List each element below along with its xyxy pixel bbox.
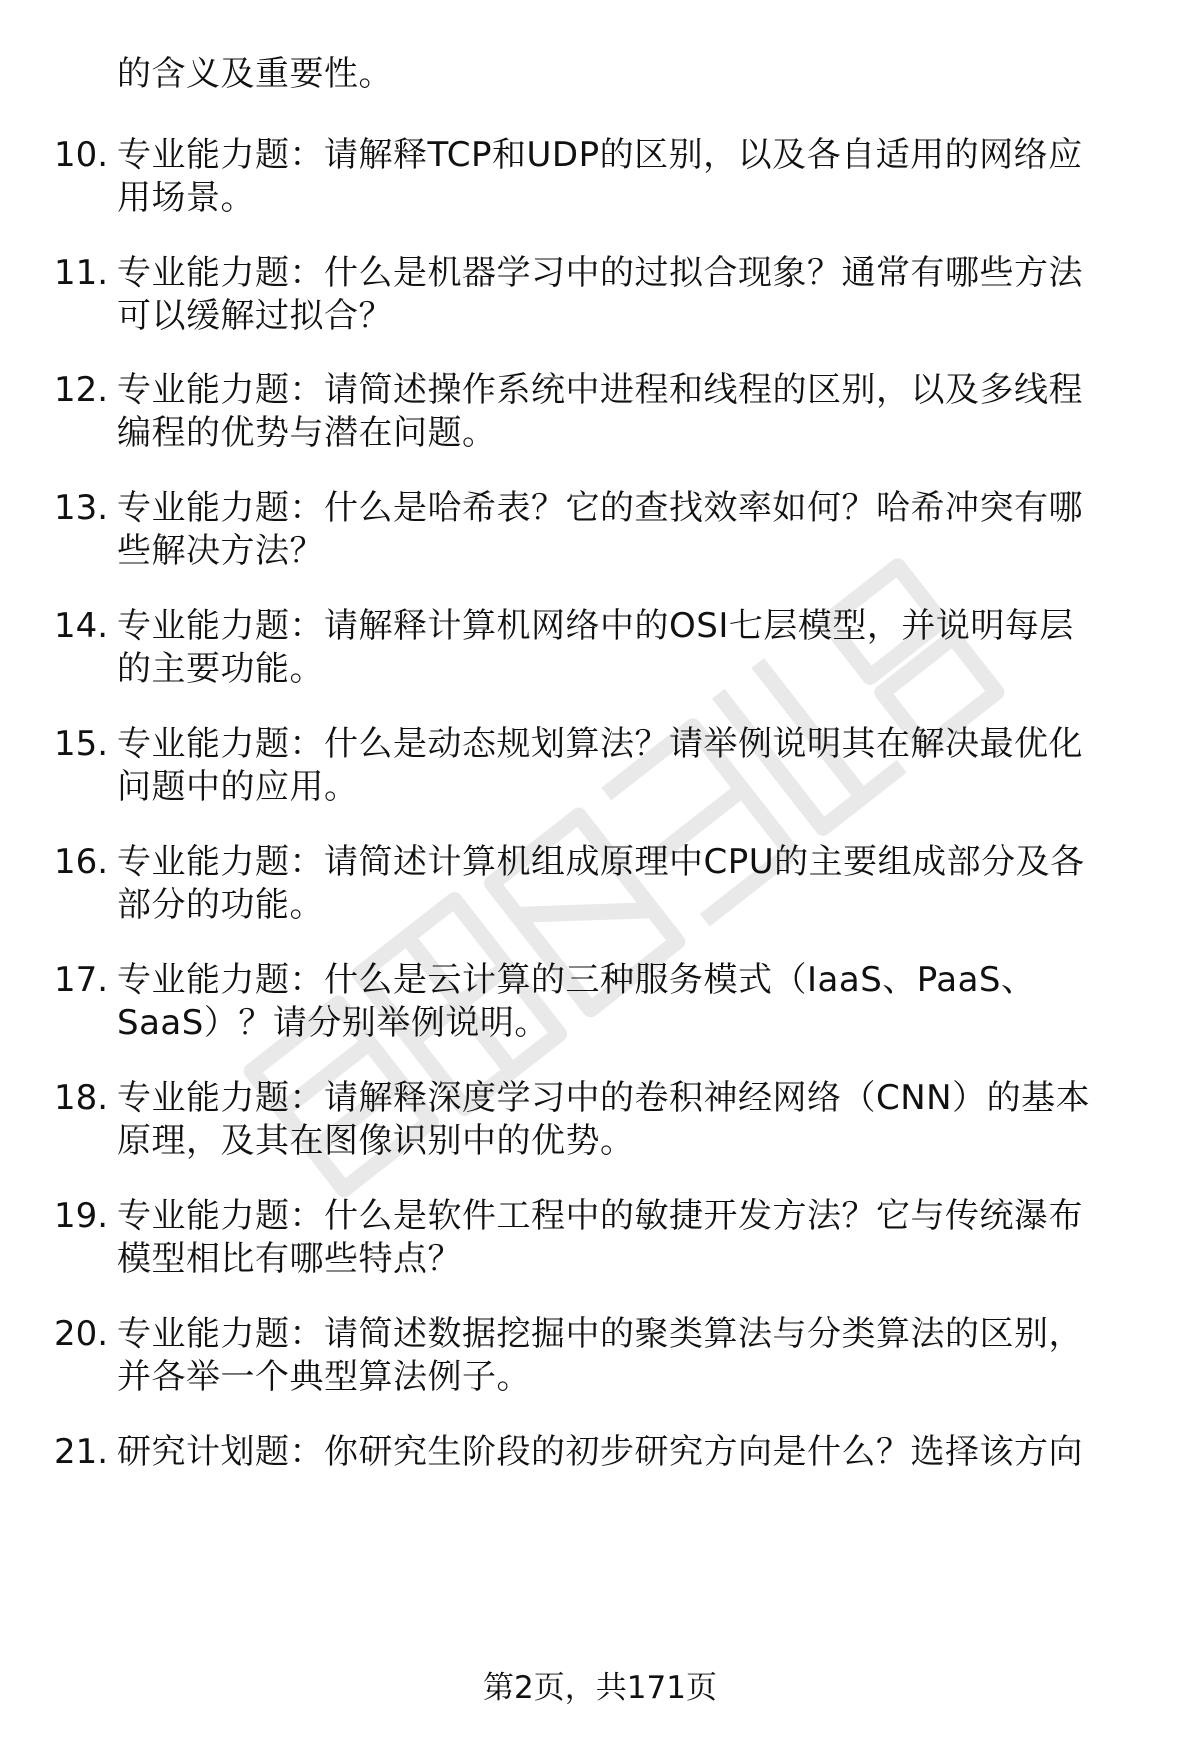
- item-text: 用场景。: [117, 178, 255, 218]
- item-text: 专业能力题：请解释深度学习中的卷积神经网络（CNN）的基本: [117, 1078, 1091, 1118]
- item-text: 专业能力题：什么是机器学习中的过拟合现象？通常有哪些方法: [117, 253, 1083, 293]
- item-text: 编程的优势与潜在问题。: [117, 413, 497, 453]
- item-text: 部分的功能。: [117, 885, 324, 925]
- item-number: 20.: [54, 1314, 109, 1354]
- item-text: 专业能力题：什么是软件工程中的敏捷开发方法？它与传统瀑布: [117, 1196, 1083, 1236]
- page-number: 第2页，共171页: [483, 1670, 717, 1706]
- item-number: 15.: [54, 724, 109, 764]
- item-text: 专业能力题：什么是哈希表？它的查找效率如何？哈希冲突有哪: [117, 488, 1083, 528]
- item-text: 专业能力题：请简述计算机组成原理中CPU的主要组成部分及各: [117, 842, 1085, 882]
- item-number: 17.: [54, 960, 109, 1000]
- item-number: 10.: [54, 135, 109, 175]
- item-number: 16.: [54, 842, 109, 882]
- item-text: 专业能力题：什么是云计算的三种服务模式（IaaS、PaaS、: [117, 960, 1036, 1000]
- item-number: 14.: [54, 606, 109, 646]
- item-number: 12.: [54, 370, 109, 410]
- item-number: 18.: [54, 1078, 109, 1118]
- item-text: 模型相比有哪些特点？: [117, 1239, 462, 1279]
- item-text: 的主要功能。: [117, 649, 324, 689]
- item-number: 13.: [54, 488, 109, 528]
- item-text: 可以缓解过拟合？: [117, 296, 393, 336]
- item-text: 专业能力题：什么是动态规划算法？请举例说明其在解决最优化: [117, 724, 1083, 764]
- item-text: 专业能力题：请简述操作系统中进程和线程的区别，以及多线程: [117, 370, 1083, 410]
- item-text: SaaS）？请分别举例说明。: [117, 1003, 549, 1043]
- item-text: 研究计划题：你研究生阶段的初步研究方向是什么？选择该方向: [117, 1432, 1083, 1472]
- item-text: 专业能力题：请简述数据挖掘中的聚类算法与分类算法的区别，: [117, 1314, 1083, 1354]
- item-text: 原理，及其在图像识别中的优势。: [117, 1121, 635, 1161]
- item-text: 并各举一个典型算法例子。: [117, 1357, 531, 1397]
- item-text: 些解决方法？: [117, 531, 324, 571]
- item-number: 19.: [54, 1196, 109, 1236]
- item-number: 11.: [54, 253, 109, 293]
- item-number: 21.: [54, 1432, 109, 1472]
- item-text: 问题中的应用。: [117, 767, 359, 807]
- item-text: 专业能力题：请解释TCP和UDP的区别，以及各自适用的网络应: [117, 135, 1083, 175]
- item-text: 专业能力题：请解释计算机网络中的OSI七层模型，并说明每层: [117, 606, 1074, 646]
- continuation-text: 的含义及重要性。: [117, 54, 393, 94]
